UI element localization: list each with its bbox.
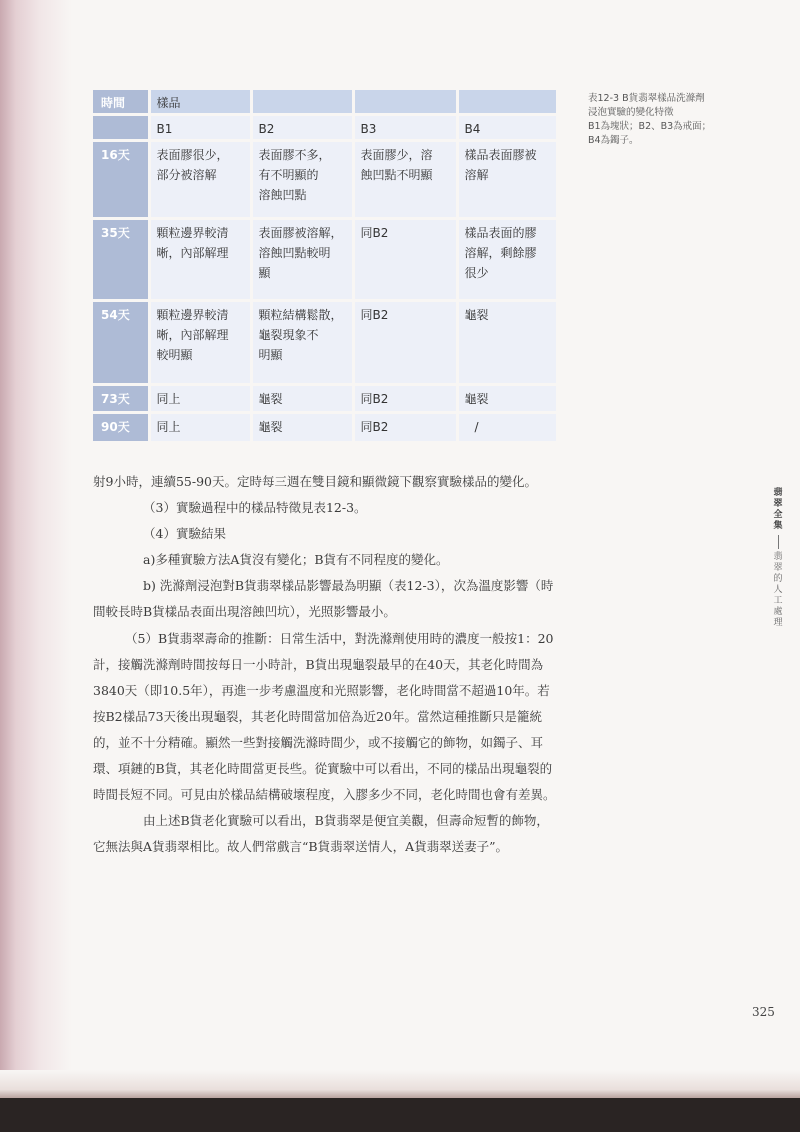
table-cell: 同B2 bbox=[353, 301, 457, 385]
sample-header: 樣品 bbox=[149, 90, 251, 115]
body-text bbox=[93, 469, 561, 860]
vertical-char: 工 bbox=[773, 596, 783, 606]
table-subheader-row bbox=[93, 115, 557, 141]
table-cell: 龜裂 bbox=[251, 385, 353, 413]
table-cell: 顆粒邊界較清 晰，內部解理 較明顯 bbox=[149, 301, 251, 385]
time-header: 時間 bbox=[93, 90, 149, 115]
page-bottom-edge bbox=[0, 1070, 800, 1098]
table-cell: 同上 bbox=[149, 385, 251, 413]
table-cell: 表面膠不多， 有不明顯的 溶蝕凹點 bbox=[251, 141, 353, 219]
table-row bbox=[93, 413, 557, 443]
table-cell: 龜裂 bbox=[457, 301, 557, 385]
table-cell: 顆粒結構鬆散， 龜裂現象不 明顯 bbox=[251, 301, 353, 385]
vertical-char: 理 bbox=[773, 618, 783, 628]
table-cell: 顆粒邊界較清 晰，內部解理 bbox=[149, 219, 251, 301]
running-header bbox=[771, 488, 785, 629]
row-time: 54天 bbox=[93, 301, 149, 385]
vertical-char: 翡 bbox=[773, 488, 783, 498]
table-cell: 表面膠很少， 部分被溶解 bbox=[149, 141, 251, 219]
table-row bbox=[93, 141, 557, 219]
table-cell: / bbox=[457, 413, 557, 443]
table-cell: 表面膠被溶解， 溶蝕凹點較明 顯 bbox=[251, 219, 353, 301]
paragraph: a)多種實驗方法A貨沒有變化；B貨有不同程度的變化。 bbox=[143, 552, 449, 568]
row-time: 90天 bbox=[93, 413, 149, 443]
table-cell: 同B2 bbox=[353, 385, 457, 413]
table-caption: 表12-3 B貨翡翠樣品洗滌劑 浸泡實驗的變化特徵 B1為塊狀；B2、B3為戒面； B4為鐲子。 bbox=[588, 93, 712, 146]
table-row bbox=[93, 385, 557, 413]
paragraph: （3）實驗過程中的樣品特徵見表12-3。 bbox=[143, 500, 367, 516]
sample-change-table bbox=[93, 90, 559, 444]
table-cell: 同B2 bbox=[353, 219, 457, 301]
table-row bbox=[93, 301, 557, 385]
book-spine-shadow bbox=[0, 0, 72, 1098]
table-cell: 表面膠少，溶 蝕凹點不明顯 bbox=[353, 141, 457, 219]
column-header: B4 bbox=[457, 115, 557, 141]
page-number: 325 bbox=[752, 1005, 775, 1019]
paragraph: （4）實驗結果 bbox=[143, 526, 226, 542]
paragraph: （5）B貨翡翠壽命的推斷：日常生活中，對洗滌劑使用時的濃度一般按1：20計，接觸洗滌劑時間按每日一小時計，B貨出現龜裂最早的在40天，其老化時間為3840天（即10.5年），再進一步考慮溫度和光照影響，老化時間當不超過10年。若按B2樣品73天後出現龜裂，其老化時間當加倍為近20年。當然這種推斷只是籠統的，並不十分精確。顯然一些對接觸洗滌時間少，或不接觸它的飾物，如鐲子、耳環、項鏈的B貨，其老化時間當更長些。從實驗中可以看出，不同的樣品出現龜裂的時間長短不同。可見由於樣品結構破壞程度，入膠多少不同，老化時間也會有差異。 bbox=[93, 630, 556, 803]
column-header: B1 bbox=[149, 115, 251, 141]
table-cell: 樣品表面的膠 溶解，剩餘膠 很少 bbox=[457, 219, 557, 301]
vertical-char: 翡 bbox=[773, 552, 783, 562]
table-cell: 同上 bbox=[149, 413, 251, 443]
vertical-char: 的 bbox=[773, 574, 783, 584]
paragraph: 由上述B貨老化實驗可以看出，B貨翡翠是便宜美觀，但壽命短暫的飾物，它無法與A貨翡翠相比。故人們常戲言“B貨翡翠送情人，A貨翡翠送妻子”。 bbox=[93, 813, 549, 855]
row-time: 16天 bbox=[93, 141, 149, 219]
column-header: B3 bbox=[353, 115, 457, 141]
table-cell: 龜裂 bbox=[457, 385, 557, 413]
paragraph: 射9小時，連續55-90天。定時每三週在雙目鏡和顯微鏡下觀察實驗樣品的變化。 bbox=[93, 474, 537, 489]
paragraph: b) 洗滌劑浸泡對B貨翡翠樣品影響最為明顯（表12-3），次為溫度影響（時間較長時B貨樣品表面出現溶蝕凹坑），光照影響最小。 bbox=[93, 578, 554, 620]
book-title bbox=[771, 488, 785, 532]
vertical-char: 翠 bbox=[773, 499, 783, 509]
table-cell: 樣品表面膠被 溶解 bbox=[457, 141, 557, 219]
vertical-char: 翠 bbox=[773, 563, 783, 573]
chapter-title bbox=[771, 552, 785, 629]
table-header-row bbox=[93, 90, 557, 115]
divider bbox=[778, 535, 779, 549]
vertical-char: 全 bbox=[773, 510, 783, 520]
vertical-char: 人 bbox=[773, 585, 783, 595]
row-time: 35天 bbox=[93, 219, 149, 301]
vertical-char: 處 bbox=[773, 607, 783, 617]
table-cell: 龜裂 bbox=[251, 413, 353, 443]
vertical-char: 集 bbox=[773, 521, 783, 531]
column-header: B2 bbox=[251, 115, 353, 141]
table-cell: 同B2 bbox=[353, 413, 457, 443]
table-row bbox=[93, 219, 557, 301]
row-time: 73天 bbox=[93, 385, 149, 413]
